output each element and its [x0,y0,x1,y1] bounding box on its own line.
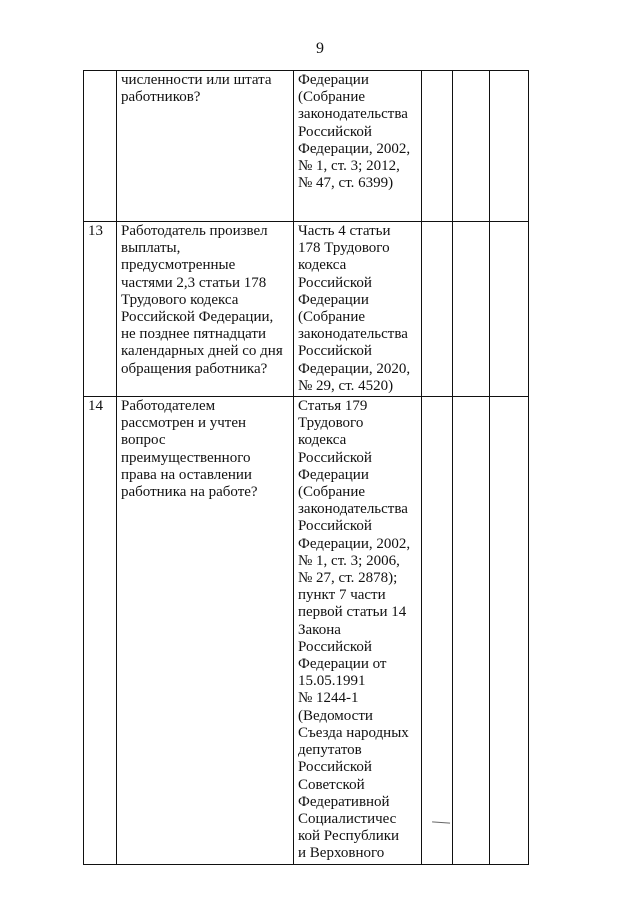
answer-no-cell [453,222,490,397]
table-row [84,71,529,222]
checklist-table [83,70,529,865]
answer-na-cell [490,222,529,397]
legal-reference-cell: Федерации (Собрание законодательства Российской Федерации, 2002, № 1, ст. 3; 2012, № 47, ст. 6399) [294,71,422,222]
answer-na-cell [490,71,529,222]
table-row [84,222,529,397]
row-number: 13 [84,222,117,397]
legal-reference-cell: Статья 179 Трудового кодекса Российской Федерации (Собрание законодательства Российской Федерации, 2002, № 1, ст. 3; 2006, № 27, ст. 2878); пункт 7 части первой статьи 14 Закона Российской Федерации от 15.05.1991 № 1244-1 (Ведомости Съезда народных депутатов Российской Советской Федеративной Социалистичес кой Республики и Верховного [294,397,422,864]
answer-yes-cell [422,222,453,397]
row-number: 14 [84,397,117,864]
answer-yes-cell [422,397,453,864]
question-cell: численности или штата работников? [117,71,294,222]
answer-no-cell [453,397,490,864]
row-number [84,71,117,222]
question-cell: Работодателем рассмотрен и учтен вопрос преимущественного права на оставлении работника на работе? [117,397,294,864]
table-row [84,397,529,864]
answer-na-cell [490,397,529,864]
legal-reference-cell: Часть 4 статьи 178 Трудового кодекса Российской Федерации (Собрание законодательства Российской Федерации, 2020, № 29, ст. 4520) [294,222,422,397]
answer-no-cell [453,71,490,222]
page-number: 9 [316,40,324,57]
question-cell: Работодатель произвел выплаты, предусмотренные частями 2,3 статьи 178 Трудового кодекса Российской Федерации, не позднее пятнадцати календарных дней со дня обращения работника? [117,222,294,397]
answer-yes-cell [422,71,453,222]
